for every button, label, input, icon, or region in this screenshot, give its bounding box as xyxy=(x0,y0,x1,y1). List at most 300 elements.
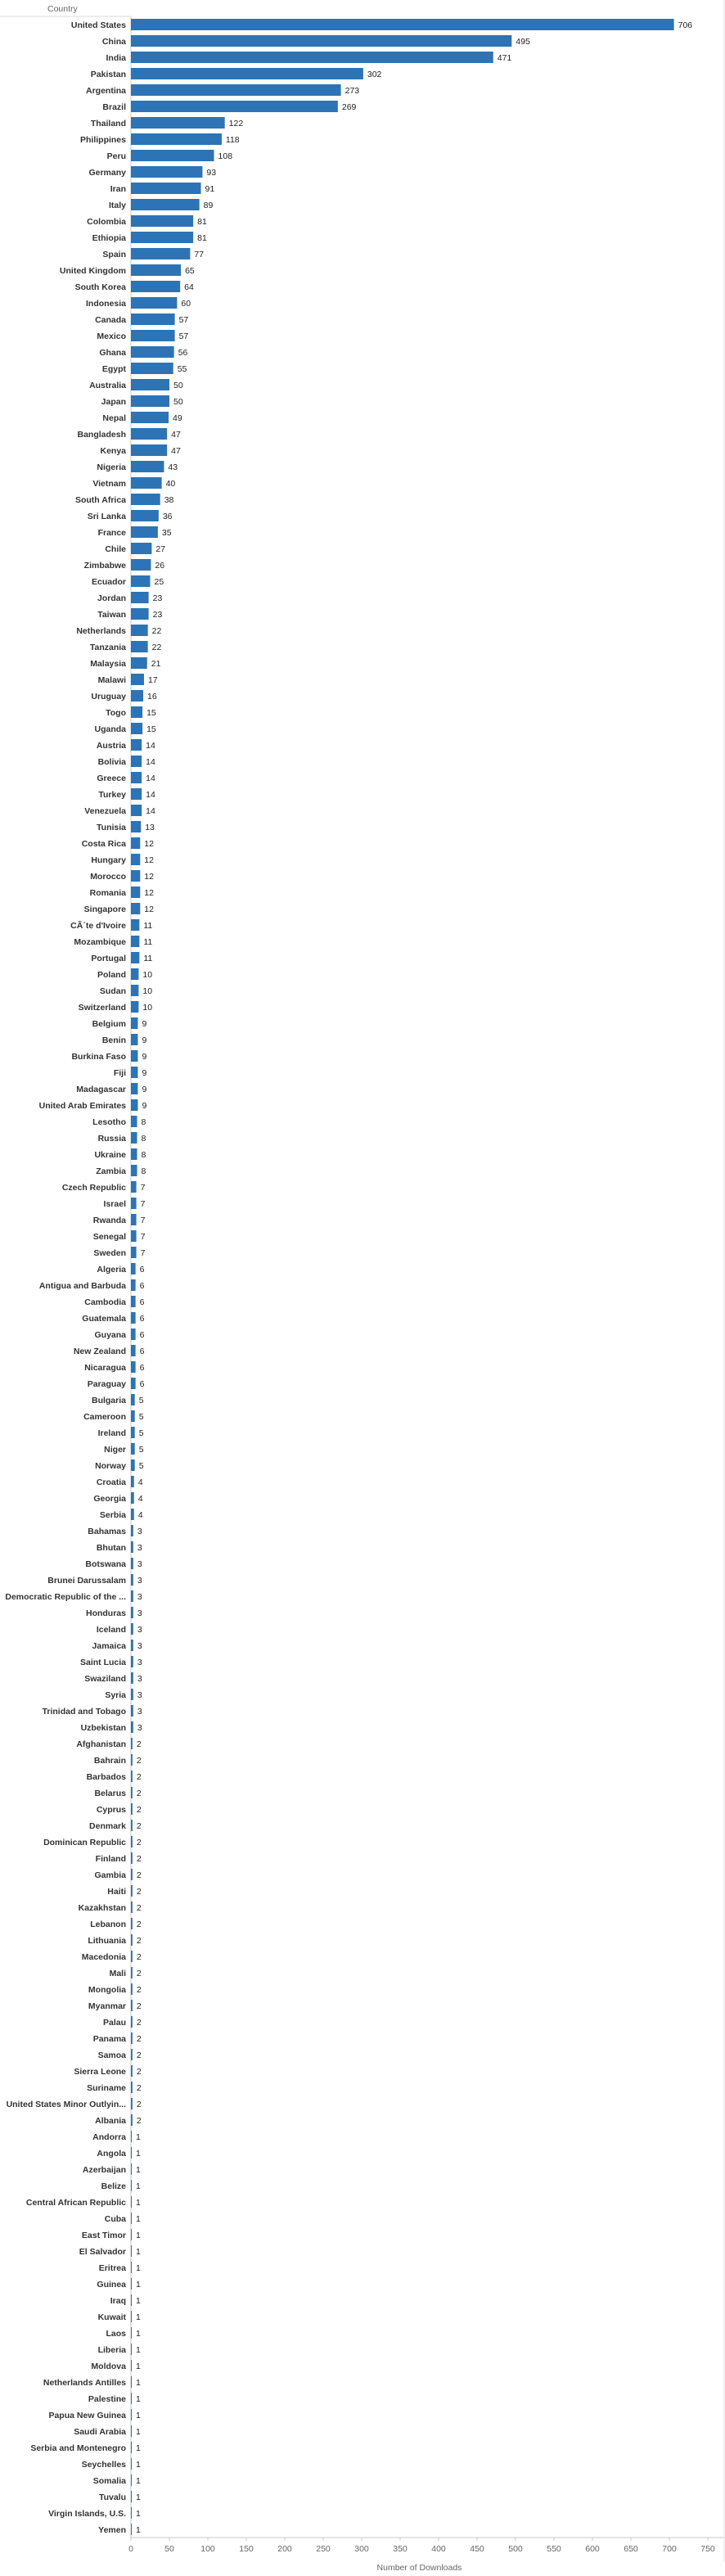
data-label: 2 xyxy=(136,1887,142,1897)
category-label: Fiji xyxy=(113,1068,126,1078)
bar[interactable] xyxy=(131,461,164,472)
data-label: 1 xyxy=(136,2181,141,2191)
data-label: 3 xyxy=(137,1723,142,1733)
bar[interactable] xyxy=(131,1198,137,1209)
category-label: Mozambique xyxy=(74,937,126,947)
data-label: 7 xyxy=(140,1248,146,1258)
category-label: Serbia and Montenegro xyxy=(30,2443,126,2453)
bar[interactable] xyxy=(131,281,180,292)
data-label: 93 xyxy=(206,168,217,178)
category-label: Laos xyxy=(106,2329,126,2339)
bar[interactable] xyxy=(131,1590,133,1602)
data-label: 4 xyxy=(137,1477,143,1487)
data-label: 25 xyxy=(154,577,164,587)
category-label: Seychelles xyxy=(81,2460,126,2470)
category-label: Sweden xyxy=(93,1248,126,1258)
bar[interactable] xyxy=(131,1574,133,1586)
data-label: 1 xyxy=(136,2493,141,2502)
bar[interactable] xyxy=(131,674,144,685)
bar[interactable] xyxy=(131,2442,132,2453)
bar[interactable] xyxy=(131,2082,133,2093)
category-label: Netherlands xyxy=(76,626,126,636)
bar[interactable] xyxy=(131,2262,132,2273)
category-label: Rwanda xyxy=(92,1216,126,1225)
category-label: Angola xyxy=(97,2149,126,2159)
data-label: 8 xyxy=(141,1117,146,1127)
bar[interactable] xyxy=(131,2163,132,2175)
bar[interactable] xyxy=(131,264,181,276)
category-label: Argentina xyxy=(85,86,126,96)
bar[interactable] xyxy=(131,215,193,227)
bar[interactable] xyxy=(131,494,160,505)
data-label: 56 xyxy=(178,348,188,358)
data-label: 2 xyxy=(136,2034,142,2044)
bar[interactable] xyxy=(131,2049,133,2060)
bar[interactable] xyxy=(131,2229,132,2240)
bar[interactable] xyxy=(131,821,141,832)
bar[interactable] xyxy=(131,1525,133,1536)
bar[interactable] xyxy=(131,1017,137,1029)
bar[interactable] xyxy=(131,543,151,554)
category-label: Benin xyxy=(101,1035,126,1045)
data-label: 5 xyxy=(138,1428,144,1438)
bar[interactable] xyxy=(131,395,169,407)
data-label: 5 xyxy=(138,1445,144,1455)
category-label: Philippines xyxy=(79,135,126,145)
data-label: 2 xyxy=(136,1789,142,1798)
category-label: Myanmar xyxy=(88,2001,126,2011)
category-label: Honduras xyxy=(85,1608,126,1618)
bar[interactable] xyxy=(131,1967,133,1978)
category-label: Swaziland xyxy=(84,1674,126,1684)
data-label: 2 xyxy=(136,2100,142,2109)
data-label: 273 xyxy=(344,86,360,96)
bar[interactable] xyxy=(131,1427,135,1438)
bar[interactable] xyxy=(131,1607,133,1618)
category-label: Gambia xyxy=(94,1870,126,1880)
category-label: Israel xyxy=(103,1199,126,1209)
bar[interactable] xyxy=(131,1361,136,1373)
bar[interactable] xyxy=(131,2114,133,2126)
bar[interactable] xyxy=(131,2196,132,2208)
data-label: 10 xyxy=(142,1003,153,1013)
category-label: Saint Lucia xyxy=(79,1658,126,1667)
data-label: 43 xyxy=(168,462,178,472)
bar[interactable] xyxy=(131,1263,136,1274)
category-label: Guatemala xyxy=(82,1314,126,1324)
category-label: Samoa xyxy=(97,2050,126,2060)
bar[interactable] xyxy=(131,1443,135,1455)
category-label: Lesotho xyxy=(92,1117,126,1127)
bar[interactable] xyxy=(131,1050,137,1062)
bar[interactable] xyxy=(131,1836,133,1847)
category-label: Dominican Republic xyxy=(43,1838,126,1847)
bar[interactable] xyxy=(131,1099,137,1111)
data-label: 14 xyxy=(146,806,155,816)
category-label: Togo xyxy=(106,708,126,718)
bar[interactable] xyxy=(131,2311,132,2322)
data-label: 13 xyxy=(145,823,155,832)
bar[interactable] xyxy=(131,183,201,194)
bar[interactable] xyxy=(131,657,147,669)
bar[interactable] xyxy=(131,2474,132,2486)
category-label: Romania xyxy=(89,888,126,898)
bar[interactable] xyxy=(131,1541,133,1553)
bar[interactable] xyxy=(131,886,140,898)
data-label: 1 xyxy=(136,2312,141,2322)
bar[interactable] xyxy=(131,1296,136,1307)
bar[interactable] xyxy=(131,526,158,538)
category-label: Central African Republic xyxy=(25,2198,126,2208)
data-label: 9 xyxy=(142,1035,147,1045)
bar[interactable] xyxy=(131,772,142,783)
data-label: 2 xyxy=(136,2083,142,2093)
category-label: Chile xyxy=(105,544,126,554)
category-label: Australia xyxy=(89,381,126,390)
category-label: Nicaragua xyxy=(84,1363,126,1373)
data-label: 57 xyxy=(178,315,189,325)
bar[interactable] xyxy=(131,1067,137,1078)
data-label: 21 xyxy=(151,659,161,669)
bar[interactable] xyxy=(131,2360,132,2371)
category-label: Switzerland xyxy=(78,1003,126,1013)
bar[interactable] xyxy=(131,379,169,390)
data-label: 14 xyxy=(146,774,155,783)
x-tick-label: 700 xyxy=(662,2544,677,2554)
bar[interactable] xyxy=(131,1771,133,1782)
data-label: 16 xyxy=(147,692,157,702)
data-label: 8 xyxy=(141,1150,146,1160)
x-tick-label: 650 xyxy=(624,2544,638,2554)
category-label: Pakistan xyxy=(90,70,126,79)
bar[interactable] xyxy=(131,641,148,652)
category-label: Paraguay xyxy=(87,1379,126,1389)
category-label: Trinidad and Tobago xyxy=(42,1707,126,1717)
bar[interactable] xyxy=(131,1279,136,1291)
category-label: Ukraine xyxy=(94,1150,126,1160)
bar[interactable] xyxy=(131,625,148,636)
bar[interactable] xyxy=(131,575,151,587)
bar[interactable] xyxy=(131,1378,136,1389)
bar[interactable] xyxy=(131,2294,132,2306)
data-label: 2 xyxy=(136,1952,142,1962)
data-label: 47 xyxy=(171,446,181,456)
category-label: Japan xyxy=(101,397,126,407)
bar[interactable] xyxy=(131,101,338,112)
data-label: 12 xyxy=(144,905,154,914)
data-label: 3 xyxy=(137,1674,142,1684)
bar[interactable] xyxy=(131,854,140,865)
data-label: 5 xyxy=(138,1396,144,1405)
bar[interactable] xyxy=(131,2245,132,2257)
x-axis-title: Number of Downloads xyxy=(376,2563,462,2573)
data-label: 81 xyxy=(197,217,207,227)
bar[interactable] xyxy=(131,1247,137,1258)
category-label: Iran xyxy=(110,184,126,194)
category-label: Indonesia xyxy=(85,299,126,309)
data-label: 6 xyxy=(139,1314,145,1324)
data-label: 1 xyxy=(136,2476,141,2486)
bar[interactable] xyxy=(131,1754,133,1766)
category-label: Democratic Republic of the ... xyxy=(5,1592,126,1602)
bar[interactable] xyxy=(131,1951,133,1962)
data-label: 6 xyxy=(139,1265,145,1274)
category-label: Sri Lanka xyxy=(87,512,126,521)
category-label: Tunisia xyxy=(97,823,126,832)
data-label: 23 xyxy=(152,593,163,603)
bar[interactable] xyxy=(131,150,214,161)
category-label: Tuvalu xyxy=(98,2493,126,2502)
category-label: Kuwait xyxy=(97,2312,126,2322)
bar[interactable] xyxy=(131,1640,133,1651)
bar[interactable] xyxy=(131,706,142,718)
data-label: 3 xyxy=(137,1690,142,1700)
category-label: South Africa xyxy=(74,495,126,505)
bar[interactable] xyxy=(131,919,139,931)
data-label: 14 xyxy=(146,741,155,751)
bar[interactable] xyxy=(131,199,200,210)
bar[interactable] xyxy=(131,1918,133,1929)
bar[interactable] xyxy=(131,952,139,963)
bar[interactable] xyxy=(131,1803,133,1815)
category-label: Palau xyxy=(102,2018,126,2028)
category-label: Bolivia xyxy=(97,757,126,767)
bar[interactable] xyxy=(131,559,151,571)
bar[interactable] xyxy=(131,2098,133,2109)
bar[interactable] xyxy=(131,1492,134,1504)
category-label: Senegal xyxy=(92,1232,126,1242)
bar[interactable] xyxy=(131,2000,133,2011)
bar[interactable] xyxy=(131,2180,132,2191)
bar[interactable] xyxy=(131,510,159,521)
data-label: 65 xyxy=(185,266,195,276)
bar[interactable] xyxy=(131,756,142,767)
data-label: 3 xyxy=(137,1527,142,1536)
bar[interactable] xyxy=(131,1787,133,1798)
data-label: 1 xyxy=(136,2132,141,2142)
bars-group xyxy=(5,16,692,2538)
data-label: 3 xyxy=(137,1608,142,1618)
category-label: Ghana xyxy=(99,348,126,358)
bar[interactable] xyxy=(131,1689,133,1700)
category-label: Virgin Islands, U.S. xyxy=(48,2509,126,2519)
bar[interactable] xyxy=(131,2344,132,2355)
bar[interactable] xyxy=(131,2016,133,2028)
data-label: 3 xyxy=(137,1625,142,1635)
data-label: 2 xyxy=(136,2001,142,2011)
bar[interactable] xyxy=(131,1934,133,1946)
bar[interactable] xyxy=(131,2524,132,2535)
category-label: Bahamas xyxy=(88,1527,126,1536)
bar[interactable] xyxy=(131,84,341,96)
data-label: 706 xyxy=(678,20,693,30)
bar[interactable] xyxy=(131,2458,132,2470)
x-tick-label: 0 xyxy=(128,2544,133,2554)
bar[interactable] xyxy=(131,477,162,489)
category-label: Antigua and Barbuda xyxy=(38,1281,126,1291)
bar[interactable] xyxy=(131,428,167,440)
bar[interactable] xyxy=(131,314,175,325)
bar[interactable] xyxy=(131,363,173,374)
category-label: Papua New Guinea xyxy=(48,2411,126,2420)
data-label: 118 xyxy=(225,135,240,145)
data-label: 50 xyxy=(173,381,183,390)
data-label: 14 xyxy=(146,757,155,767)
category-label: Turkey xyxy=(98,790,126,800)
bar[interactable] xyxy=(131,1034,137,1045)
bar[interactable] xyxy=(131,1165,137,1176)
bar[interactable] xyxy=(131,1885,133,1897)
bar[interactable] xyxy=(131,608,149,620)
category-label: Denmark xyxy=(89,1821,126,1831)
bar[interactable] xyxy=(131,2507,132,2519)
bar[interactable] xyxy=(131,346,174,358)
data-label: 6 xyxy=(139,1281,145,1291)
category-label: Andorra xyxy=(92,2132,126,2142)
bar[interactable] xyxy=(131,1345,136,1356)
category-label: China xyxy=(101,37,126,47)
category-label: Macedonia xyxy=(81,1952,126,1962)
bar[interactable] xyxy=(131,1852,133,1864)
data-label: 495 xyxy=(516,37,530,47)
bar[interactable] xyxy=(131,1902,133,1913)
category-label: Iraq xyxy=(110,2296,126,2306)
bar[interactable] xyxy=(131,1410,135,1422)
bar[interactable] xyxy=(131,1705,133,1717)
bar[interactable] xyxy=(131,1459,135,1471)
bar[interactable] xyxy=(131,723,142,734)
category-label: Zimbabwe xyxy=(83,561,126,571)
bar[interactable] xyxy=(131,1721,133,1733)
bar[interactable] xyxy=(131,1001,138,1013)
bar[interactable] xyxy=(131,1394,135,1405)
data-label: 5 xyxy=(138,1412,144,1422)
bar[interactable] xyxy=(131,52,493,63)
bar[interactable] xyxy=(131,297,177,309)
bar[interactable] xyxy=(131,444,167,456)
data-label: 11 xyxy=(143,921,153,931)
data-label: 27 xyxy=(155,544,166,554)
bar[interactable] xyxy=(131,2278,132,2290)
bar[interactable] xyxy=(131,1820,133,1831)
category-label: Singapore xyxy=(83,905,126,914)
bar[interactable] xyxy=(131,1623,133,1635)
bar[interactable] xyxy=(131,133,222,145)
bar[interactable] xyxy=(131,2376,132,2388)
bar[interactable] xyxy=(131,1116,137,1127)
category-label: Cuba xyxy=(104,2214,126,2224)
category-label: Madagascar xyxy=(76,1085,126,1094)
bar[interactable] xyxy=(131,1738,133,1749)
bar[interactable] xyxy=(131,592,149,603)
category-label: Kenya xyxy=(100,446,126,456)
bar[interactable] xyxy=(131,2213,132,2224)
data-label: 1 xyxy=(136,2329,141,2339)
bar[interactable] xyxy=(131,2147,132,2159)
category-label: CÃ´te d'Ivoire xyxy=(70,921,126,931)
category-label: Colombia xyxy=(87,217,126,227)
bar[interactable] xyxy=(131,1476,134,1487)
data-label: 9 xyxy=(142,1085,147,1094)
bar[interactable] xyxy=(131,19,674,30)
bar[interactable] xyxy=(131,117,225,129)
category-label: Cyprus xyxy=(96,1805,126,1815)
category-label: Uzbekistan xyxy=(80,1723,126,1733)
category-label: Croatia xyxy=(96,1477,126,1487)
bar[interactable] xyxy=(131,870,140,882)
bar[interactable] xyxy=(131,903,140,914)
bar[interactable] xyxy=(131,1083,137,1094)
bar[interactable] xyxy=(131,35,511,47)
category-label: Bahrain xyxy=(93,1756,126,1766)
bar[interactable] xyxy=(131,1983,133,1995)
bar[interactable] xyxy=(131,1230,137,1242)
category-label: Italy xyxy=(108,201,126,210)
x-tick-label: 50 xyxy=(164,2544,174,2554)
bar[interactable] xyxy=(131,1181,137,1193)
bar[interactable] xyxy=(131,968,138,980)
bar[interactable] xyxy=(131,2131,132,2142)
bar[interactable] xyxy=(131,1558,133,1569)
bar[interactable] xyxy=(131,1132,137,1144)
category-label: Costa Rica xyxy=(81,839,126,849)
bar[interactable] xyxy=(131,1214,137,1225)
bar[interactable] xyxy=(131,1509,134,1520)
bar[interactable] xyxy=(131,68,363,79)
bar[interactable] xyxy=(131,1148,137,1160)
bar[interactable] xyxy=(131,837,140,849)
x-tick-label: 400 xyxy=(431,2544,446,2554)
bar[interactable] xyxy=(131,2393,132,2404)
bar[interactable] xyxy=(131,1869,133,1880)
bar[interactable] xyxy=(131,232,193,243)
data-label: 7 xyxy=(140,1232,146,1242)
bar[interactable] xyxy=(131,166,202,178)
category-label: Guyana xyxy=(94,1330,126,1340)
bar[interactable] xyxy=(131,805,142,816)
bar[interactable] xyxy=(131,936,139,947)
bar[interactable] xyxy=(131,1672,133,1684)
data-label: 12 xyxy=(144,888,154,898)
data-label: 50 xyxy=(173,397,183,407)
bar[interactable] xyxy=(131,2032,133,2044)
bar[interactable] xyxy=(131,412,169,423)
data-label: 17 xyxy=(147,675,158,685)
bar[interactable] xyxy=(131,1312,136,1324)
data-label: 1 xyxy=(136,2296,141,2306)
data-label: 8 xyxy=(141,1134,146,1144)
bar[interactable] xyxy=(131,2327,132,2339)
category-label: Ethiopia xyxy=(92,233,126,243)
bar[interactable] xyxy=(131,788,142,800)
bar[interactable] xyxy=(131,1656,133,1667)
data-label: 1 xyxy=(136,2460,141,2470)
bar[interactable] xyxy=(131,739,142,751)
bar[interactable] xyxy=(131,2425,132,2437)
bar[interactable] xyxy=(131,1329,136,1340)
category-label: Greece xyxy=(97,774,126,783)
data-label: 1 xyxy=(136,2378,141,2388)
bar[interactable] xyxy=(131,985,138,996)
bar[interactable] xyxy=(131,248,190,259)
bar[interactable] xyxy=(131,2491,132,2502)
bar[interactable] xyxy=(131,2065,133,2077)
category-label: Taiwan xyxy=(97,610,126,620)
bar[interactable] xyxy=(131,330,175,341)
data-label: 49 xyxy=(173,413,182,423)
bar[interactable] xyxy=(131,690,143,702)
bar[interactable] xyxy=(131,2409,132,2420)
